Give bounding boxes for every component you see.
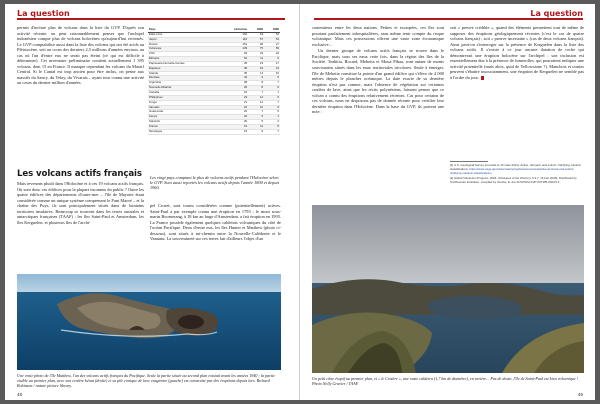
page-number-left: 48 [17, 392, 23, 397]
table-column-header: Holocène [220, 28, 248, 32]
left-page [5, 4, 300, 400]
table-cell: 48 [248, 42, 264, 47]
table-cell: 54 [264, 32, 280, 37]
table-cell: 56 [264, 47, 280, 52]
table-cell: 17 [264, 61, 280, 66]
table-cell: 19 [220, 124, 248, 129]
table-cell: 19 [220, 129, 248, 134]
table-cell: 35 [220, 71, 248, 76]
table-cell: 151 [220, 42, 248, 47]
table-column-header: 1800 [248, 28, 264, 32]
table-cell: 26 [220, 86, 248, 91]
footnotes [450, 161, 584, 187]
table-cell: 8 [264, 105, 280, 110]
table-cell: 1 [264, 115, 280, 120]
table-cell: 8 [248, 81, 264, 86]
intro-paragraph: permis d'inclure plus de volcans dans la liste du GVP. D'après son activité récente, on peut raisonnablement penser que l'archipel indonésien compte plus de volcans holocènes qu'aujourd'hui recensés. Le GVP comptabilise aussi dans la liste des volcans qui ont été actifs au Pléistocène, soit au cours des derniers 2,5 millions d'années environ, au cas où l'un d'entre eux ne serait pas éteint (ce qui est difficile à déterminer). Cet inventaire préliminaire contient actuellement 1 395 volcans, dont 15 en France. Il manque cependant les volcans du Massif Central. Si le Cantal est trop ancien pour être inclus, on pense aux massifs du Sancy, du Velay, du Vivarais... ayant tous connu une activité au cours du dernier million d'années. [17, 25, 144, 86]
table-cell: Islande [148, 71, 220, 76]
saint-paul-photo [312, 205, 584, 373]
caldera-illustration [312, 205, 584, 373]
table-cell: 33 [248, 52, 264, 57]
table-cell: 22 [220, 105, 248, 110]
table-cell: Chili [148, 52, 220, 57]
table-cell: Canada [148, 90, 220, 95]
table-cell: Russie [148, 42, 220, 47]
footnote [450, 177, 584, 184]
table-cell: 7 [264, 100, 280, 105]
table-cell: Argentine [148, 81, 220, 86]
table-cell: Nouvelle-Zélande [148, 86, 220, 91]
volcano-table [148, 28, 280, 135]
table-cell: 162 [220, 32, 248, 37]
table-cell: 12 [248, 100, 264, 105]
table-cell: Guatemala [148, 110, 220, 115]
magazine-spread [5, 4, 595, 400]
matthew-island-photo [17, 274, 281, 370]
table-cell: États-Unis [148, 32, 220, 37]
table-cell: 10 [264, 71, 280, 76]
table-cell: 7 [248, 110, 264, 115]
left-photo-caption: Une vraie photo de l'île Matthew, l'un des volcans actifs français du Pacifique. Seule la partie située au second plan existait avant les années 1940 ; la partie visible au premier plan, avec son cratère béant (droite) et sa pile conique de lave vosgienne (gauche) est construite par des éruptions depuis lors. Richard Robinson / nature picture library. [17, 373, 275, 388]
body-paragraph: contentieux entre les deux nations. Petites et escarpées, ces îles sont pourtant parfaitement inhospitalières, sans même tenir compte du risque volcanique. Mais ces possessions offrent une vaste zone économique exclusive... [312, 25, 444, 47]
table-cell: Nicaragua [148, 129, 220, 134]
table-cell: 23 [248, 61, 264, 66]
table-cell: 11 [248, 57, 264, 62]
table-cell: 45 [220, 61, 248, 66]
table-cell: 9 [264, 57, 280, 62]
table-cell: Salvador [148, 120, 220, 125]
table-cell: 7 [264, 81, 280, 86]
table-cell: 5 [248, 115, 264, 120]
table-cell: 38 [220, 66, 248, 71]
table-cell: Vanuatu [148, 105, 220, 110]
table-cell: Kenya [148, 115, 220, 120]
intro-column [17, 25, 144, 87]
table-cell: Éthiopie [148, 57, 220, 62]
section-paragraph: pel Crozet, sont toutes considérées comme (potentiellement) actives. Saint-Paul a par exemple connu une éruption en 1793 ; le mont sous-marin Boomerang, à 18 km au large d'Amsterdam, a fait éruption en 1995. La France possède également quelques caldeiras volcaniques du côté de l'océan Pacifique. Deux d'entre eux, les îles Hunter et Matthew (photo ci-dessous), sont situés à mi-chemin entre la Nouvelle-Calédonie et le Vanuatu. La souveraineté sur ces terres fait d'ailleurs l'objet d'un [150, 203, 281, 242]
table-cell: 6 [264, 86, 280, 91]
table-column-header: 1960 [264, 28, 280, 32]
footnote-text: [1] U.S. Geological Survey (consulté le 10 mars 2021). Active, dormant, and extinct: Clarifying volcanic classifications. [450, 163, 581, 171]
table-cell: 93 [220, 52, 248, 57]
table-cell: 7 [264, 129, 280, 134]
table-cell: 8 [264, 124, 280, 129]
table-cell: 75 [248, 47, 264, 52]
table-cell: 16 [248, 66, 264, 71]
table-cell: 7 [248, 90, 264, 95]
section-title: Les volcans actifs français [17, 169, 142, 179]
table-cell: 24 [264, 52, 280, 57]
table-cell: 20 [220, 120, 248, 125]
island-illustration [17, 274, 281, 370]
section-paragraph: Mais revenons plutôt dans l'Holocène et à ces 19 volcans actifs français. Où sont donc ces édifices pour la plupart inconnus du public ? Outre les quatre édifices des départements d'outre-mer – l'île de Mayotte étant considérée comme un unique système comprenant le Fani Maoré – et la chaîne des Puys, ils sont principalement situés dans de lointains territoires insulaires. Beaucoup se trouvent dans les terres australes et antarctiques françaises (TAAF) : les îles Saint-Paul et Amsterdam, les îles Kerguelen, et plusieurs îles de l'archi- [17, 181, 144, 225]
table-cell: Équateur [148, 66, 220, 71]
right-text-column-right [450, 25, 584, 82]
table-body [148, 32, 280, 134]
table-cell: 22 [220, 115, 248, 120]
table-cell: 6 [264, 76, 280, 81]
end-of-article-mark [481, 76, 484, 79]
table-cell: 9 [248, 129, 264, 134]
table-cell: 22 [220, 110, 248, 115]
table-cell: Philippines [148, 95, 220, 100]
table-cell: 118 [220, 37, 248, 42]
table-cell: 9 [264, 95, 280, 100]
table-cell: 23 [220, 95, 248, 100]
footnote-link[interactable]: https://www.usgs.gov/observatories/yellowstone/news/active-dormant-and-extinct-clarifying-volcanic-classifications [450, 166, 575, 175]
table-cell: 5 [264, 110, 280, 115]
section-column-right [150, 203, 281, 243]
footnote-text: [2] Global Volcanism Program, 2024. Volcanoes of the World (v. 5.2.7; 15 Feb 2025). Distributed by Smithsonian Institution, compiled by Venzke, E. doi:10.5479/si.GVP.VOTW5-2024.5.2 [450, 176, 577, 184]
table-cell: 12 [264, 66, 280, 71]
table-cell: 9 [248, 76, 264, 81]
table-cell: 38 [220, 81, 248, 86]
footnote [450, 164, 584, 175]
table-cell: 139 [220, 47, 248, 52]
table-cell: 57 [248, 37, 264, 42]
running-header-right: La question [530, 9, 583, 18]
table-cell: 23 [220, 90, 248, 95]
table-cell: 11 [248, 124, 264, 129]
table-cell: 52 [220, 57, 248, 62]
running-header-left: La question [17, 9, 70, 18]
table-caption: Les vingt pays comptant le plus de volcans actifs pendant l'Holocène selon le GVP. Sont aussi reportés les volcans actifs depuis l'année 1800 et depuis 1960. [150, 175, 280, 191]
right-page [300, 4, 595, 400]
header-rule-left [17, 18, 285, 20]
table-cell: Papouasie-Nouvelle-Guinée [148, 61, 220, 66]
right-text-column-left [312, 25, 444, 116]
section-column-left [17, 181, 144, 227]
table-cell: Tonga [148, 100, 220, 105]
table-row [148, 129, 280, 134]
table-cell: 4 [264, 120, 280, 125]
table-cell: Japon [148, 37, 220, 42]
table-cell: 27 [264, 42, 280, 47]
table-cell: 1 [264, 90, 280, 95]
page-number-right: 49 [577, 392, 583, 397]
table-cell: 54 [264, 37, 280, 42]
table-cell: Mexique [148, 76, 220, 81]
table-cell: 10 [248, 105, 264, 110]
table-cell: 14 [248, 71, 264, 76]
table-cell: 63 [248, 32, 264, 37]
body-paragraph: Un dernier groupe de volcans actifs français se trouve dans le Pacifique, mais sous ses eaux cette fois, dans la région des îles de la Société. Teahitia, Rocard, Mehetia et Moua Pihaa, sont autant de monts sous-marins situés dans les eaux territoriales tricolores. Seule à émerger, l'île de Mehetia constitue la pointe d'un grand édifice qui s'élève de 4 000 mètres depuis le plancher océanique. La date exacte de sa dernière éruption n'est pas connue, mais l'absence de végétation sur certaines coulées de lave, ainsi que les récits polynésiens, laissent penser que ce volcan a connu des éruptions relativement récentes. Car pour certains de ces volcans, nous ne disposons pas de donnée récente pour certifier leur dernière éruption dans l'Holocène. Dans la base du GVP, ils portent une note : [312, 48, 444, 115]
table-cell: 14 [248, 95, 264, 100]
header-rule-right [314, 18, 583, 20]
table-cell: 8 [248, 86, 264, 91]
table-cell: France [148, 124, 220, 129]
table-cell: 42 [220, 76, 248, 81]
right-photo-caption: Un petit cône érupif au premier plan, et « le Cratère », une vaste caldeira (1,7 km de diamètre), en arrière... Pas de doute, l'île de Saint-Paul est bien volcanique ! Photo Nelly Gravier / TAAF. [312, 376, 579, 386]
table-cell: 21 [220, 100, 248, 105]
body-paragraph: soit « preuve crédible », quand des éléments permettent tout de même de supposer des éruptions géologiquement récentes (c'est le cas de quatre volcans français) ; soit « preuve incertaine » (cas de deux volcans français). Ainsi peut-on s'interroger sur la présence de Kerguelen dans la liste des volcans actifs. Il s'existe à ce jour aucune datation de roche qui démontrerait une éruption holocène sur l'archipel ; son inclusion est essentiellement due à la présence de fumerolles, qui pourraient indiquer une activité potentielle (mais alors, quid de Yellowstone ?). Manchots et otaries peuvent s'ébattre insouciamment, une éruption de Kerguelen ne semble pas à l'ordre du jour. [450, 25, 584, 80]
table-cell: 5 [248, 120, 264, 125]
footnote-rule [450, 161, 488, 162]
table-cell: Indonésie [148, 47, 220, 52]
table-column-header: Pays [148, 28, 220, 32]
